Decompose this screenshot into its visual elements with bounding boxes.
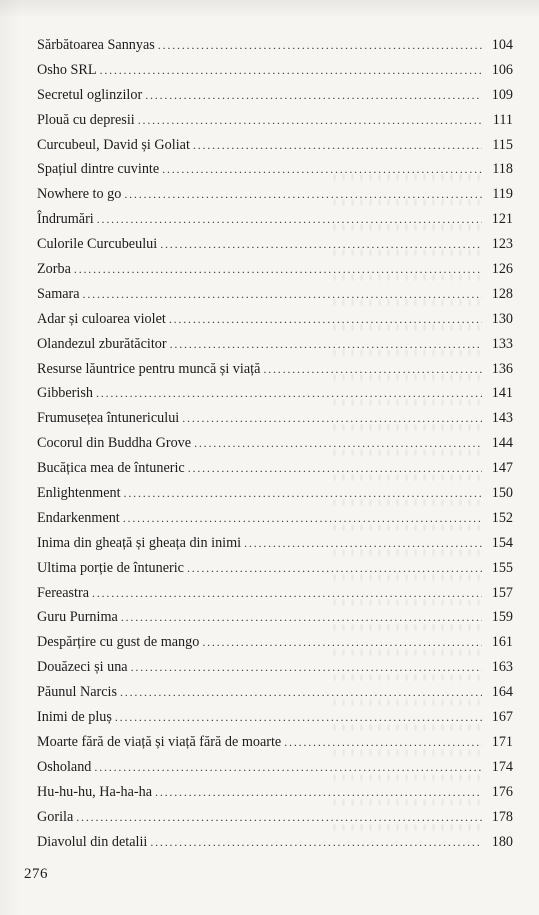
toc-entry-title: Inima din gheață și gheața din inimi: [37, 534, 242, 551]
toc-entry-title: Samara: [37, 285, 80, 302]
toc-entry: [37, 630, 513, 655]
dot-leader: [124, 481, 482, 506]
toc-entry-title: Bucățica mea de întuneric: [37, 460, 185, 477]
toc-entry-page: 121: [491, 211, 513, 228]
dot-leader: [121, 605, 482, 630]
toc-entry-title: Moarte fără de viață și viață fără de moarte: [37, 733, 282, 750]
dot-leader: [263, 357, 482, 382]
toc-entry-title: Zorba: [37, 261, 71, 278]
toc-entry-page: 111: [492, 111, 513, 128]
toc-entry-page: 106: [491, 61, 513, 78]
toc-entry-page: 157: [491, 584, 513, 601]
toc-entry: [37, 157, 513, 182]
dot-leader: [244, 531, 482, 556]
toc-entry-title: Frumusețea întunericului: [37, 410, 180, 427]
dot-leader: [94, 755, 482, 780]
toc-entry-page: 171: [491, 733, 513, 750]
toc-entry: [37, 481, 513, 506]
toc-entry-page: 147: [491, 460, 513, 477]
toc-entry: [37, 680, 513, 705]
toc-entry: [37, 207, 513, 232]
toc-entry-page: 104: [491, 37, 513, 53]
toc-entry: [37, 33, 513, 58]
toc-entry-page: 154: [491, 534, 513, 551]
table-of-contents: [37, 33, 513, 854]
toc-entry-page: 130: [491, 310, 513, 327]
dot-leader: [83, 282, 482, 307]
toc-entry-page: 118: [492, 161, 513, 178]
dot-leader: [145, 83, 482, 108]
toc-entry: [37, 431, 513, 456]
toc-entry: [37, 307, 513, 332]
toc-entry: [37, 830, 513, 855]
dot-leader: [92, 581, 482, 606]
toc-entry-page: 128: [491, 285, 513, 302]
toc-entry-title: Secretul oglinzilor: [37, 86, 143, 103]
dot-leader: [74, 257, 482, 282]
toc-entry: [37, 58, 513, 83]
toc-entry-title: Adar și culoarea violet: [37, 310, 166, 327]
toc-entry: [37, 780, 513, 805]
toc-entry-page: 115: [492, 136, 513, 153]
dot-leader: [120, 680, 482, 705]
dot-leader: [76, 805, 482, 830]
toc-entry-page: 164: [491, 684, 513, 701]
toc-entry-page: 174: [491, 758, 513, 775]
toc-entry-page: 159: [491, 609, 513, 626]
dot-leader: [155, 780, 482, 805]
toc-entry-page: 133: [491, 335, 513, 352]
toc-entry-page: 143: [491, 410, 513, 427]
toc-entry: [37, 83, 513, 108]
toc-entry: [37, 705, 513, 730]
toc-entry-title: Douăzeci și una: [37, 659, 128, 676]
toc-entry: [37, 655, 513, 680]
dot-leader: [202, 630, 482, 655]
toc-entry: [37, 456, 513, 481]
toc-entry-title: Hu-hu-hu, Ha-ha-ha: [37, 783, 153, 800]
toc-entry-title: Endarkenment: [37, 509, 120, 526]
toc-entry-page: 152: [491, 509, 513, 526]
toc-entry: [37, 531, 513, 556]
toc-entry-title: Osho SRL: [37, 61, 97, 78]
dot-leader: [97, 207, 482, 232]
toc-entry: [37, 805, 513, 830]
dot-leader: [188, 456, 482, 481]
dot-leader: [100, 58, 482, 83]
toc-entry-page: 144: [491, 435, 513, 452]
toc-entry-page: 119: [492, 186, 513, 203]
toc-entry-title: Spațiul dintre cuvinte: [37, 161, 160, 178]
dot-leader: [150, 830, 482, 855]
dot-leader: [194, 431, 482, 456]
toc-entry-title: Diavolul din detalii: [37, 833, 148, 850]
toc-entry-page: 176: [491, 783, 513, 800]
toc-entry-page: 180: [491, 833, 513, 850]
toc-entry: [37, 581, 513, 606]
toc-entry-title: Despărțire cu gust de mango: [37, 634, 200, 651]
toc-entry-title: Resurse lăuntrice pentru muncă și viață: [37, 360, 261, 377]
toc-entry: [37, 381, 513, 406]
dot-leader: [123, 506, 482, 531]
toc-entry: [37, 232, 513, 257]
toc-entry-title: Ultima porție de întuneric: [37, 559, 184, 576]
toc-entry: [37, 108, 513, 133]
dot-leader: [187, 556, 482, 581]
toc-entry-title: Olandezul zburătăcitor: [37, 335, 167, 352]
toc-entry-title: Îndrumări: [37, 211, 94, 228]
toc-entry-page: 161: [491, 634, 513, 651]
dot-leader: [96, 381, 482, 406]
toc-entry-title: Nowhere to go: [37, 186, 122, 203]
toc-entry-page: 155: [491, 559, 513, 576]
toc-entry-title: Culorile Curcubeului: [37, 236, 158, 253]
dot-leader: [160, 232, 482, 257]
toc-entry: [37, 556, 513, 581]
toc-entry: [37, 506, 513, 531]
page-number: 276: [24, 866, 48, 882]
dot-leader: [158, 33, 482, 58]
toc-entry-page: 136: [491, 360, 513, 377]
toc-entry-page: 178: [491, 808, 513, 825]
toc-entry: [37, 730, 513, 755]
toc-entry-page: 126: [491, 261, 513, 278]
toc-entry-page: 141: [491, 385, 513, 402]
toc-entry: [37, 282, 513, 307]
dot-leader: [170, 332, 482, 357]
dot-leader: [162, 157, 482, 182]
toc-entry: [37, 605, 513, 630]
dot-leader: [193, 133, 482, 158]
dot-leader: [182, 406, 482, 431]
toc-entry-title: Osholand: [37, 758, 92, 775]
toc-entry-title: Plouă cu depresii: [37, 111, 135, 128]
toc-entry-title: Inimi de pluș: [37, 709, 112, 726]
toc-entry: [37, 755, 513, 780]
toc-entry: [37, 406, 513, 431]
toc-entry-title: Cocorul din Buddha Grove: [37, 435, 192, 452]
toc-entry: [37, 133, 513, 158]
toc-entry-page: 150: [491, 485, 513, 502]
dot-leader: [138, 108, 482, 133]
toc-entry-page: 163: [491, 659, 513, 676]
toc-entry-page: 123: [491, 236, 513, 253]
dot-leader: [115, 705, 482, 730]
toc-entry: [37, 257, 513, 282]
toc-entry-title: Păunul Narcis: [37, 684, 117, 701]
toc-entry: [37, 182, 513, 207]
toc-entry-title: Fereastra: [37, 584, 89, 601]
toc-entry-title: Enlightenment: [37, 485, 121, 502]
toc-entry: [37, 357, 513, 382]
toc-entry-page: 109: [491, 86, 513, 103]
dot-leader: [131, 655, 482, 680]
toc-entry-title: Gorila: [37, 808, 74, 825]
toc-entry-page: 167: [491, 709, 513, 726]
dot-leader: [169, 307, 482, 332]
dot-leader: [284, 730, 482, 755]
toc-entry: [37, 332, 513, 357]
dot-leader: [124, 182, 482, 207]
toc-entry-title: Sărbătoarea Sannyas: [37, 37, 155, 53]
toc-entry-title: Curcubeul, David și Goliat: [37, 136, 190, 153]
toc-entry-title: Gibberish: [37, 385, 93, 402]
toc-entry-title: Guru Purnima: [37, 609, 118, 626]
